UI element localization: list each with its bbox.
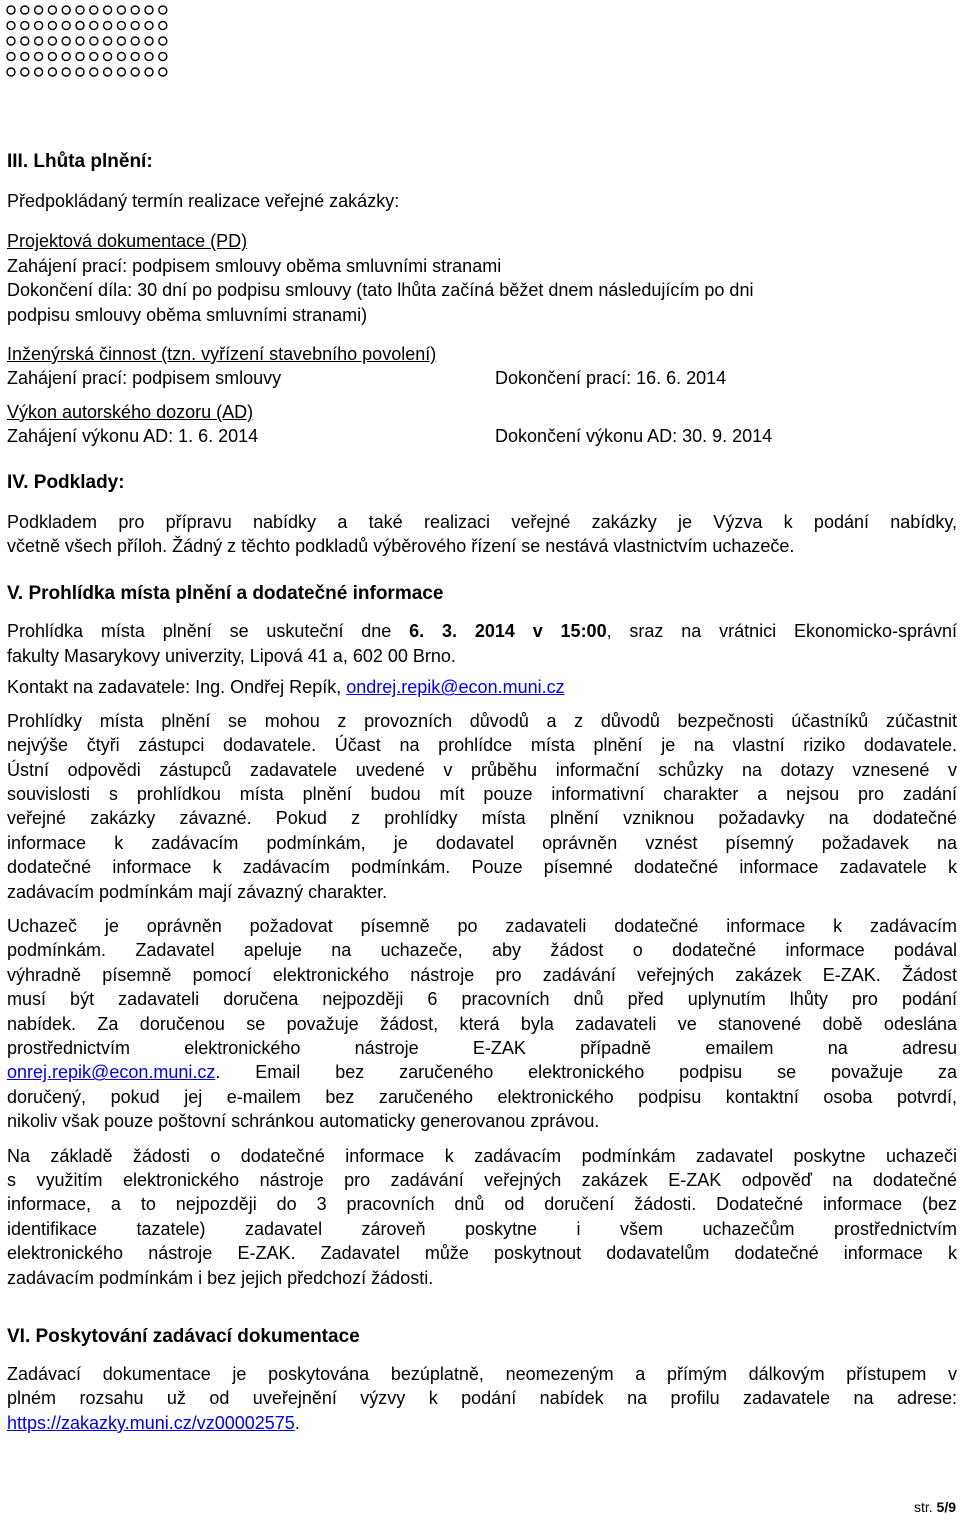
logo-dot xyxy=(90,22,98,30)
logo-dot xyxy=(159,22,167,30)
section-4-line-1: Podkladem pro přípravu nabídky a také realizaci veřejné zakázky je Výzva k podání nabídky, xyxy=(7,511,957,532)
para2-line: prostřednictvím elektronického nástroje E-ZAK případně emailem na adresu xyxy=(7,1037,957,1058)
logo-dot xyxy=(145,53,153,61)
logo-dot xyxy=(90,37,98,45)
university-logo xyxy=(6,4,176,80)
logo-dot xyxy=(104,22,112,30)
contact-line xyxy=(7,675,957,699)
logo-dot xyxy=(90,6,98,14)
logo-dot xyxy=(117,37,125,45)
logo-dot xyxy=(35,6,43,14)
paragraph-additional-info xyxy=(7,914,957,1134)
visit-text-pre: Prohlídka místa plnění se uskuteční dne xyxy=(7,621,410,642)
para2-after-email: . Email bez zaručeného elektronického podpisu se považuje za xyxy=(215,1062,957,1083)
logo-dot xyxy=(159,68,167,76)
para2-email-line xyxy=(7,1060,957,1084)
ad-title: Výkon autorského dozoru (AD) xyxy=(7,401,254,422)
ic-title: Inženýrská činnost (tzn. vyřízení stavebního povolení) xyxy=(7,344,437,365)
logo-dot xyxy=(159,6,167,14)
para3-line: identifikace tazatele) zadavatel zároveň poskytne i všem uchazečům prostřednictvím xyxy=(7,1218,957,1239)
logo-dot xyxy=(76,6,84,14)
logo-dot xyxy=(145,37,153,45)
logo-dot xyxy=(117,6,125,14)
ad-start: Zahájení výkonu AD: 1. 6. 2014 xyxy=(7,426,259,447)
para2-line: musí být zadavateli doručena nejpozději 6 pracovních dnů před uplynutím lhůty pro podání xyxy=(7,989,957,1010)
tender-profile-link[interactable]: https://zakazky.muni.cz/vz00002575 xyxy=(7,1412,295,1433)
page-number-label: str. xyxy=(913,1499,937,1515)
section-3-heading: III. Lhůta plnění: xyxy=(7,151,153,172)
para3-line: informace, a to nejpozději do 3 pracovních dnů od doručení žádosti. Dodatečné informace (bez xyxy=(7,1194,957,1215)
logo-dot xyxy=(131,68,139,76)
logo-dot xyxy=(131,53,139,61)
logo-dot xyxy=(131,37,139,45)
logo-dot xyxy=(7,22,15,30)
request-email-link[interactable]: onrej.repik@econ.muni.cz xyxy=(7,1062,216,1083)
url-period: . xyxy=(294,1412,300,1433)
logo-dot xyxy=(35,53,43,61)
para3-line: Na základě žádosti o dodatečné informace k zadávacím podmínkám zadavatel poskytne uchazeči xyxy=(7,1145,957,1166)
section-6-line-3 xyxy=(7,1411,957,1435)
logo-dot xyxy=(159,53,167,61)
para1-line: souvislosti s prohlídkou místa plnění budou mít pouze informativní charakter a nejsou pro zadání xyxy=(7,783,957,804)
logo-dot xyxy=(145,6,153,14)
logo-dot xyxy=(35,68,43,76)
ic-dates-row xyxy=(7,366,957,390)
ic-end: Dokončení prací: 16. 6. 2014 xyxy=(495,368,727,389)
para2-line: nabídek. Za doručenou se považuje žádost, která byla zadavateli ve stanovené době odeslána xyxy=(7,1013,957,1034)
logo-dot xyxy=(76,68,84,76)
logo-dot xyxy=(117,68,125,76)
para1-line: zadávacím podmínkám mají závazný charakter. xyxy=(7,881,388,902)
logo-dot xyxy=(21,53,29,61)
pd-title: Projektová dokumentace (PD) xyxy=(7,231,248,252)
logo-dot xyxy=(145,68,153,76)
contact-email-link[interactable]: ondrej.repik@econ.muni.cz xyxy=(346,677,565,698)
ad-dates-row xyxy=(7,424,957,448)
logo-dot xyxy=(21,68,29,76)
section-6-line-1: Zadávací dokumentace je poskytována bezúplatně, neomezeným a přímým dálkovým přístupem v xyxy=(7,1364,957,1385)
paragraph-answers xyxy=(7,1144,957,1290)
logo-dot xyxy=(62,22,70,30)
logo-dot xyxy=(62,68,70,76)
para2-line: podmínkám. Zadavatel apeluje na uchazeče, aby žádost o dodatečné informace podával xyxy=(7,940,957,961)
logo-dot xyxy=(48,37,56,45)
para1-line: dodatečné informace k zadávacím podmínkám. Pouze písemné dodatečné informace zadavatele k xyxy=(7,857,957,878)
logo-dot xyxy=(90,53,98,61)
logo-dot xyxy=(21,6,29,14)
logo-dot xyxy=(76,22,84,30)
para1-line: Prohlídky místa plnění se mohou z provozních důvodů a z důvodů bezpečnosti účastníků zúčastnit xyxy=(7,710,957,731)
logo-dot xyxy=(104,68,112,76)
logo-dot xyxy=(104,6,112,14)
ic-start: Zahájení prací: podpisem smlouvy xyxy=(7,368,282,389)
para1-line: veřejné zakázky závazné. Pokud z prohlídky místa plnění vzniknou požadavky na dodatečné xyxy=(7,808,957,829)
logo-dot xyxy=(48,6,56,14)
section-6-line-2: plném rozsahu už od uveřejnění výzvy k podání nabídek na profilu zadavatele na adrese: xyxy=(7,1388,957,1409)
logo-dot xyxy=(48,22,56,30)
logo-dot xyxy=(21,22,29,30)
logo-dot xyxy=(104,37,112,45)
logo-dot xyxy=(131,22,139,30)
visit-text-post: , sraz na vrátnici Ekonomicko-správní xyxy=(606,621,958,642)
logo-dot xyxy=(76,37,84,45)
logo-dot xyxy=(117,22,125,30)
paragraph-visit-rules xyxy=(7,709,957,904)
logo-dot xyxy=(21,37,29,45)
visit-line-1 xyxy=(7,619,957,643)
section-6-heading: VI. Poskytování zadávací dokumentace xyxy=(7,1326,360,1348)
para2-line: Uchazeč je oprávněn požadovat písemně po zadavateli dodatečné informace k zadávacím xyxy=(7,915,957,936)
para2-line: výhradně písemně pomocí elektronického nástroje pro zadávání veřejných zakázek E-ZAK. Žádost xyxy=(7,964,957,985)
logo-dot xyxy=(7,53,15,61)
logo-dot xyxy=(62,37,70,45)
para2-line: nikoliv však pouze poštovní schránkou automaticky generovanou zprávou. xyxy=(7,1111,600,1132)
logo-dot xyxy=(7,6,15,14)
para3-line: s využitím elektronického nástroje pro zadávání veřejných zakázek E-ZAK odpověď na dodatečné xyxy=(7,1170,957,1190)
logo-dot xyxy=(159,37,167,45)
contact-label: Kontakt na zadavatele: Ing. Ondřej Repík, xyxy=(7,677,347,698)
logo-dot xyxy=(145,22,153,30)
document-page xyxy=(7,150,957,1435)
para1-line: informace k zadávacím podmínkám, je dodavatel oprávněn vznést písemný požadavek na xyxy=(7,832,957,853)
pd-end-line-1: Dokončení díla: 30 dní po podpisu smlouvy (tato lhůta začíná běžet dnem následujícím po dni xyxy=(7,280,754,301)
ad-end: Dokončení výkonu AD: 30. 9. 2014 xyxy=(495,426,773,447)
logo-dot xyxy=(131,6,139,14)
logo-dot xyxy=(35,37,43,45)
logo-dot xyxy=(35,22,43,30)
logo-dot xyxy=(48,68,56,76)
pd-start: Zahájení prací: podpisem smlouvy oběma smluvními stranami xyxy=(7,255,502,276)
visit-date: 6. 3. 2014 v 15:00 xyxy=(409,621,607,642)
para3-line: elektronického nástroje E-ZAK. Zadavatel může poskytnout dodavatelům dodatečné informace k xyxy=(7,1243,957,1264)
logo-dot xyxy=(7,37,15,45)
logo-dot xyxy=(104,53,112,61)
logo-dot xyxy=(48,53,56,61)
visit-line-2: fakulty Masarykovy univerzity, Lipová 41 a, 602 00 Brno. xyxy=(7,645,456,666)
logo-dot xyxy=(117,53,125,61)
para2-line: doručený, pokud jej e-mailem bez zaručeného elektronického podpisu kontaktní osoba potvrdí, xyxy=(7,1086,957,1107)
para1-line: nejvýše čtyři zástupci dodavatele. Účast na prohlídce místa plnění je na vlastní riziko dodavatele. xyxy=(7,735,957,756)
para1-line: Ústní odpovědi zástupců zadavatele uvedené v průběhu informační schůzky na dotazy vznesené v xyxy=(7,759,957,780)
section-5-heading: V. Prohlídka místa plnění a dodatečné informace xyxy=(7,583,444,605)
logo-dot xyxy=(76,53,84,61)
section-4-heading: IV. Podklady: xyxy=(7,471,125,493)
pd-end-line-2: podpisu smlouvy oběma smluvními stranami) xyxy=(7,304,368,325)
section-4-line-2: včetně všech příloh. Žádný z těchto podkladů výběrového řízení se nestává vlastnictvím uchazeče. xyxy=(7,536,795,557)
logo-dot xyxy=(7,68,15,76)
page-number xyxy=(914,1499,956,1515)
page-number-value: 5/9 xyxy=(936,1499,956,1515)
logo-dot xyxy=(90,68,98,76)
logo-dot xyxy=(62,53,70,61)
para3-line: zadávacím podmínkám i bez jejich předchozí žádosti. xyxy=(7,1267,434,1288)
section-3-intro: Předpokládaný termín realizace veřejné zakázky: xyxy=(7,191,400,211)
logo-dot xyxy=(62,6,70,14)
